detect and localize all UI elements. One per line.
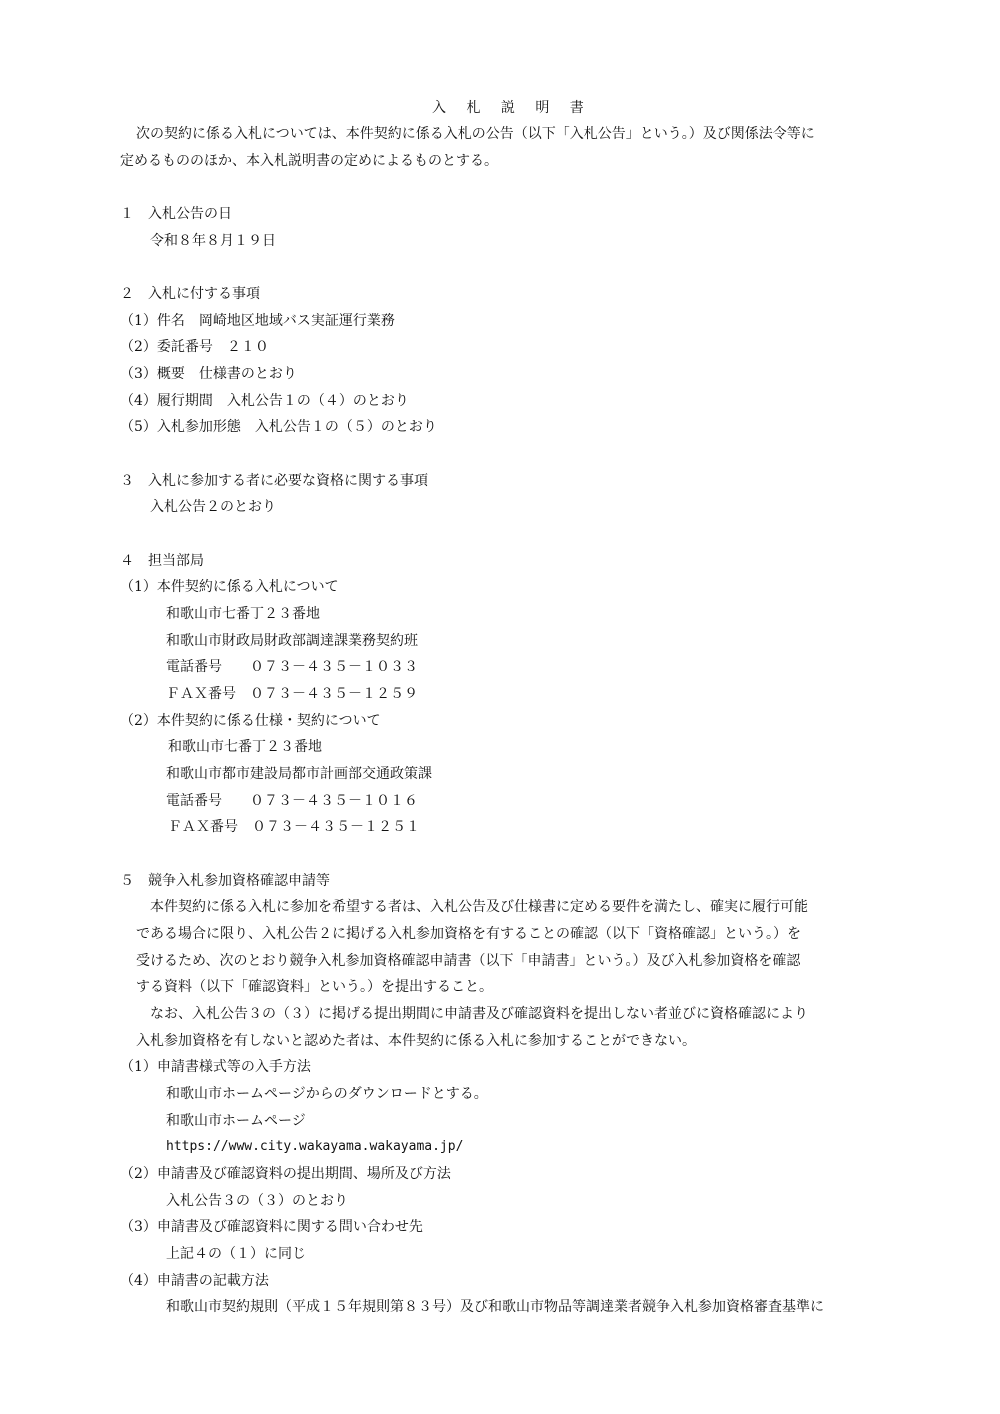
section-5-sub-1-label: （1）申請書様式等の入手方法 xyxy=(120,1059,311,1075)
section-3-heading: ３ 入札に参加する者に必要な資格に関する事項 xyxy=(120,473,428,489)
section-4-sub-1-dept: 和歌山市財政局財政部調達課業務契約班 xyxy=(166,633,418,649)
section-1-body: 令和８年８月１９日 xyxy=(150,233,276,249)
section-5-para-1-line: 受けるため、次のとおり競争入札参加資格確認申請書（以下「申請書」という。）及び入札参加資格を確認 xyxy=(136,953,801,969)
section-5-sub-3-label: （3）申請書及び確認資料に関する問い合わせ先 xyxy=(120,1219,423,1235)
section-5-para-2-line: 入札参加資格を有しないと認めた者は、本件契約に係る入札に参加することができない。 xyxy=(136,1033,696,1049)
section-1-heading: １ 入札公告の日 xyxy=(120,206,232,222)
section-2-heading: ２ 入札に付する事項 xyxy=(120,286,260,302)
section-2-item: （2）委託番号 ２１０ xyxy=(120,339,269,355)
section-5-para-2-line: なお、入札公告３の（３）に掲げる提出期間に申請書及び確認資料を提出しない者並びに資格確認により xyxy=(150,1006,808,1022)
section-5-sub-1-line: 和歌山市ホームページからのダウンロードとする。 xyxy=(166,1086,488,1102)
section-4-sub-2-dept: 和歌山市都市建設局都市計画部交通政策課 xyxy=(166,766,432,782)
section-2-item: （5）入札参加形態 入札公告１の（５）のとおり xyxy=(120,419,437,435)
section-4-sub-1-fax: ＦＡＸ番号 ０７３－４３５－１２５９ xyxy=(166,686,418,702)
section-5-heading: ５ 競争入札参加資格確認申請等 xyxy=(120,873,330,889)
document-title: 入 札 説 明 書 xyxy=(432,100,592,116)
section-4-sub-1-tel: 電話番号 ０７３－４３５－１０３３ xyxy=(166,659,418,675)
section-5-sub-4-label: （4）申請書の記載方法 xyxy=(120,1273,269,1289)
section-4-sub-1-label: （1）本件契約に係る入札について xyxy=(120,579,339,595)
section-4-sub-2-fax: ＦＡＸ番号 ０７３－４３５－１２５１ xyxy=(168,819,420,835)
section-5-para-1-line: である場合に限り、入札公告２に掲げる入札参加資格を有することの確認（以下「資格確認」という。）を xyxy=(136,926,801,942)
homepage-url-link[interactable]: https://www.city.wakayama.wakayama.jp/ xyxy=(166,1139,464,1154)
section-2-item: （4）履行期間 入札公告１の（４）のとおり xyxy=(120,393,409,409)
section-4-sub-2-tel: 電話番号 ０７３－４３５－１０１６ xyxy=(166,793,418,809)
section-4-sub-2-label: （2）本件契約に係る仕様・契約について xyxy=(120,713,381,729)
intro-line-2: 定めるもののほか、本入札説明書の定めによるものとする。 xyxy=(120,153,498,169)
intro-line-1: 次の契約に係る入札については、本件契約に係る入札の公告（以下「入札公告」という。）及び関係法令等に xyxy=(136,126,815,142)
section-5-para-1-line: する資料（以下「確認資料」という。）を提出すること。 xyxy=(136,979,493,995)
section-4-sub-1-address: 和歌山市七番丁２３番地 xyxy=(166,606,320,622)
section-5-sub-3-body: 上記４の（１）に同じ xyxy=(166,1246,306,1262)
section-5-sub-4-body: 和歌山市契約規則（平成１５年規則第８３号）及び和歌山市物品等調達業者競争入札参加資格審査基準に xyxy=(166,1299,824,1315)
section-5-para-1-line: 本件契約に係る入札に参加を希望する者は、入札公告及び仕様書に定める要件を満たし、確実に履行可能 xyxy=(150,899,808,915)
section-2-item: （3）概要 仕様書のとおり xyxy=(120,366,297,382)
section-5-sub-2-label: （2）申請書及び確認資料の提出期間、場所及び方法 xyxy=(120,1166,451,1182)
section-4-sub-2-address: 和歌山市七番丁２３番地 xyxy=(168,739,322,755)
section-3-body: 入札公告２のとおり xyxy=(150,499,276,515)
section-5-sub-1-line: 和歌山市ホームページ xyxy=(166,1113,306,1129)
section-2-item: （1）件名 岡崎地区地域バス実証運行業務 xyxy=(120,313,395,329)
section-5-sub-2-body: 入札公告３の（３）のとおり xyxy=(166,1193,348,1209)
section-4-heading: ４ 担当部局 xyxy=(120,553,204,569)
